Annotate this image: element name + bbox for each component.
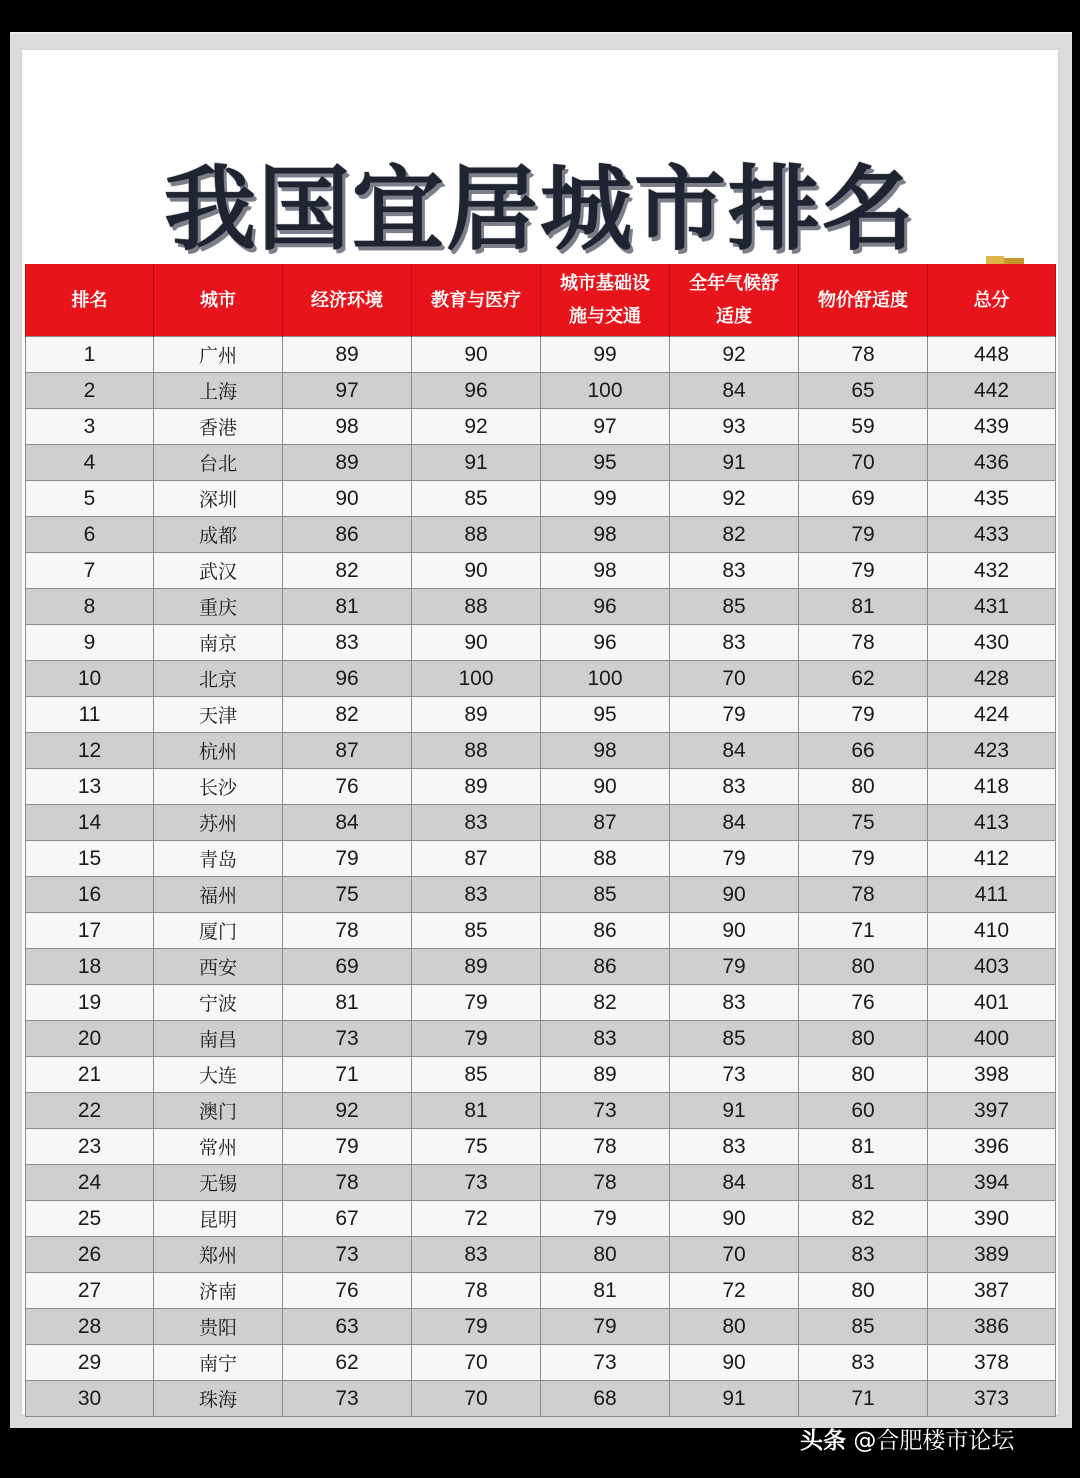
score-cell: 87 — [541, 805, 670, 841]
total-cell: 436 — [928, 445, 1056, 481]
score-cell: 82 — [283, 697, 412, 733]
watermark — [800, 1422, 1014, 1460]
score-cell: 65 — [799, 373, 928, 409]
score-cell: 76 — [283, 1273, 412, 1309]
score-cell: 100 — [541, 661, 670, 697]
score-cell: 71 — [799, 913, 928, 949]
table-row — [26, 589, 1056, 625]
table-row — [26, 517, 1056, 553]
score-cell: 89 — [412, 769, 541, 805]
score-cell: 79 — [799, 697, 928, 733]
score-cell: 90 — [412, 553, 541, 589]
total-cell: 432 — [928, 553, 1056, 589]
score-cell: 97 — [283, 373, 412, 409]
table-row — [26, 877, 1056, 913]
score-cell: 69 — [283, 949, 412, 985]
score-cell: 67 — [283, 1201, 412, 1237]
score-cell: 81 — [799, 1165, 928, 1201]
score-cell: 71 — [283, 1057, 412, 1093]
score-cell: 79 — [412, 1309, 541, 1345]
table-row — [26, 1273, 1056, 1309]
total-cell: 387 — [928, 1273, 1056, 1309]
total-cell: 394 — [928, 1165, 1056, 1201]
score-cell: 89 — [283, 337, 412, 373]
column-header — [412, 264, 541, 337]
score-cell: 84 — [670, 373, 799, 409]
score-cell: 79 — [670, 949, 799, 985]
score-cell: 68 — [541, 1381, 670, 1417]
rank-cell: 5 — [26, 481, 154, 517]
score-cell: 70 — [799, 445, 928, 481]
score-cell: 79 — [670, 697, 799, 733]
city-cell: 南宁 — [154, 1345, 283, 1381]
score-cell: 84 — [670, 805, 799, 841]
city-cell: 大连 — [154, 1057, 283, 1093]
city-cell: 珠海 — [154, 1381, 283, 1417]
score-cell: 92 — [283, 1093, 412, 1129]
score-cell: 85 — [412, 481, 541, 517]
score-cell: 80 — [799, 769, 928, 805]
score-cell: 79 — [412, 1021, 541, 1057]
rank-cell: 26 — [26, 1237, 154, 1273]
score-cell: 83 — [670, 553, 799, 589]
score-cell: 97 — [541, 409, 670, 445]
city-cell: 台北 — [154, 445, 283, 481]
score-cell: 91 — [412, 445, 541, 481]
total-cell: 430 — [928, 625, 1056, 661]
rank-cell: 9 — [26, 625, 154, 661]
city-cell: 福州 — [154, 877, 283, 913]
total-cell: 378 — [928, 1345, 1056, 1381]
city-cell: 郑州 — [154, 1237, 283, 1273]
city-cell: 南昌 — [154, 1021, 283, 1057]
score-cell: 89 — [412, 949, 541, 985]
rank-cell: 15 — [26, 841, 154, 877]
total-cell: 386 — [928, 1309, 1056, 1345]
score-cell: 98 — [541, 517, 670, 553]
score-cell: 75 — [412, 1129, 541, 1165]
score-cell: 90 — [283, 481, 412, 517]
score-cell: 83 — [799, 1237, 928, 1273]
table-row — [26, 1237, 1056, 1273]
rank-cell: 12 — [26, 733, 154, 769]
score-cell: 88 — [541, 841, 670, 877]
score-cell: 85 — [670, 589, 799, 625]
score-cell: 75 — [799, 805, 928, 841]
city-cell: 无锡 — [154, 1165, 283, 1201]
score-cell: 80 — [799, 949, 928, 985]
score-cell: 75 — [283, 877, 412, 913]
total-cell: 403 — [928, 949, 1056, 985]
table-row — [26, 1129, 1056, 1165]
table-row — [26, 985, 1056, 1021]
score-cell: 88 — [412, 589, 541, 625]
table-row — [26, 661, 1056, 697]
total-cell: 411 — [928, 877, 1056, 913]
score-cell: 79 — [541, 1309, 670, 1345]
total-cell: 439 — [928, 409, 1056, 445]
score-cell: 73 — [283, 1237, 412, 1273]
total-cell: 418 — [928, 769, 1056, 805]
city-cell: 常州 — [154, 1129, 283, 1165]
score-cell: 83 — [283, 625, 412, 661]
rank-cell: 23 — [26, 1129, 154, 1165]
rank-cell: 28 — [26, 1309, 154, 1345]
score-cell: 82 — [670, 517, 799, 553]
total-cell: 410 — [928, 913, 1056, 949]
score-cell: 73 — [412, 1165, 541, 1201]
column-header-line: 城市 — [200, 289, 236, 311]
column-header-line: 物价舒适度 — [818, 289, 908, 311]
table-header-row — [26, 264, 1056, 337]
rank-cell: 2 — [26, 373, 154, 409]
score-cell: 81 — [799, 1129, 928, 1165]
score-cell: 80 — [541, 1237, 670, 1273]
score-cell: 66 — [799, 733, 928, 769]
table-row — [26, 733, 1056, 769]
total-cell: 390 — [928, 1201, 1056, 1237]
city-cell: 长沙 — [154, 769, 283, 805]
score-cell: 78 — [283, 913, 412, 949]
table-row — [26, 1093, 1056, 1129]
score-cell: 90 — [670, 1201, 799, 1237]
score-cell: 91 — [670, 1381, 799, 1417]
score-cell: 98 — [283, 409, 412, 445]
score-cell: 100 — [412, 661, 541, 697]
score-cell: 96 — [541, 589, 670, 625]
total-cell: 435 — [928, 481, 1056, 517]
score-cell: 72 — [670, 1273, 799, 1309]
score-cell: 80 — [670, 1309, 799, 1345]
rank-cell: 6 — [26, 517, 154, 553]
score-cell: 79 — [799, 841, 928, 877]
city-cell: 厦门 — [154, 913, 283, 949]
city-cell: 武汉 — [154, 553, 283, 589]
score-cell: 83 — [670, 769, 799, 805]
score-cell: 79 — [283, 841, 412, 877]
score-cell: 60 — [799, 1093, 928, 1129]
score-cell: 95 — [541, 697, 670, 733]
column-header-line: 城市基础设 — [560, 273, 650, 294]
score-cell: 63 — [283, 1309, 412, 1345]
total-cell: 448 — [928, 337, 1056, 373]
table-row — [26, 949, 1056, 985]
score-cell: 85 — [799, 1309, 928, 1345]
table-row — [26, 1057, 1056, 1093]
score-cell: 83 — [412, 805, 541, 841]
score-cell: 100 — [541, 373, 670, 409]
ranking-table — [25, 264, 1056, 1417]
city-cell: 成都 — [154, 517, 283, 553]
score-cell: 88 — [412, 733, 541, 769]
score-cell: 83 — [670, 985, 799, 1021]
table-row — [26, 841, 1056, 877]
table-row — [26, 553, 1056, 589]
column-header-line: 经济环境 — [311, 289, 383, 311]
score-cell: 79 — [283, 1129, 412, 1165]
table-row — [26, 1021, 1056, 1057]
city-cell: 上海 — [154, 373, 283, 409]
watermark-account: @合肥楼市论坛 — [853, 1428, 1015, 1454]
total-cell: 401 — [928, 985, 1056, 1021]
column-header-line: 施与交通 — [569, 306, 641, 327]
score-cell: 73 — [541, 1093, 670, 1129]
table-row — [26, 445, 1056, 481]
score-cell: 78 — [541, 1165, 670, 1201]
rank-cell: 19 — [26, 985, 154, 1021]
score-cell: 99 — [541, 337, 670, 373]
rank-cell: 16 — [26, 877, 154, 913]
total-cell: 389 — [928, 1237, 1056, 1273]
table-row — [26, 1309, 1056, 1345]
score-cell: 83 — [670, 1129, 799, 1165]
rank-cell: 29 — [26, 1345, 154, 1381]
score-cell: 81 — [283, 985, 412, 1021]
column-header-line: 适度 — [716, 306, 752, 327]
score-cell: 78 — [283, 1165, 412, 1201]
total-cell: 431 — [928, 589, 1056, 625]
column-header — [283, 264, 412, 337]
table-body — [26, 337, 1056, 1417]
score-cell: 96 — [283, 661, 412, 697]
score-cell: 83 — [799, 1345, 928, 1381]
score-cell: 84 — [670, 1165, 799, 1201]
total-cell: 424 — [928, 697, 1056, 733]
score-cell: 92 — [670, 481, 799, 517]
column-header-line: 教育与医疗 — [431, 289, 521, 311]
rank-cell: 30 — [26, 1381, 154, 1417]
rank-cell: 13 — [26, 769, 154, 805]
city-cell: 济南 — [154, 1273, 283, 1309]
score-cell: 84 — [670, 733, 799, 769]
rank-cell: 18 — [26, 949, 154, 985]
city-cell: 深圳 — [154, 481, 283, 517]
score-cell: 85 — [412, 1057, 541, 1093]
column-header — [26, 264, 154, 337]
column-header — [799, 264, 928, 337]
score-cell: 95 — [541, 445, 670, 481]
score-cell: 89 — [412, 697, 541, 733]
score-cell: 78 — [541, 1129, 670, 1165]
score-cell: 80 — [799, 1273, 928, 1309]
rank-cell: 14 — [26, 805, 154, 841]
table-row — [26, 805, 1056, 841]
total-cell: 373 — [928, 1381, 1056, 1417]
total-cell: 433 — [928, 517, 1056, 553]
table-row — [26, 1201, 1056, 1237]
score-cell: 70 — [670, 661, 799, 697]
rank-cell: 3 — [26, 409, 154, 445]
total-cell: 413 — [928, 805, 1056, 841]
score-cell: 86 — [283, 517, 412, 553]
score-cell: 80 — [799, 1021, 928, 1057]
city-cell: 贵阳 — [154, 1309, 283, 1345]
city-cell: 广州 — [154, 337, 283, 373]
city-cell: 昆明 — [154, 1201, 283, 1237]
score-cell: 90 — [541, 769, 670, 805]
score-cell: 78 — [799, 337, 928, 373]
score-cell: 91 — [670, 445, 799, 481]
score-cell: 76 — [283, 769, 412, 805]
rank-cell: 24 — [26, 1165, 154, 1201]
column-header — [670, 264, 799, 337]
city-cell: 宁波 — [154, 985, 283, 1021]
score-cell: 81 — [412, 1093, 541, 1129]
rank-cell: 22 — [26, 1093, 154, 1129]
score-cell: 79 — [541, 1201, 670, 1237]
score-cell: 73 — [283, 1021, 412, 1057]
score-cell: 62 — [799, 661, 928, 697]
score-cell: 92 — [412, 409, 541, 445]
total-cell: 442 — [928, 373, 1056, 409]
score-cell: 69 — [799, 481, 928, 517]
score-cell: 71 — [799, 1381, 928, 1417]
score-cell: 89 — [541, 1057, 670, 1093]
total-cell: 396 — [928, 1129, 1056, 1165]
score-cell: 79 — [670, 841, 799, 877]
score-cell: 83 — [541, 1021, 670, 1057]
score-cell: 83 — [412, 1237, 541, 1273]
score-cell: 92 — [670, 337, 799, 373]
table-row — [26, 625, 1056, 661]
score-cell: 85 — [541, 877, 670, 913]
city-cell: 西安 — [154, 949, 283, 985]
score-cell: 62 — [283, 1345, 412, 1381]
score-cell: 72 — [412, 1201, 541, 1237]
city-cell: 天津 — [154, 697, 283, 733]
score-cell: 79 — [799, 553, 928, 589]
column-header-line: 总分 — [973, 289, 1010, 311]
table-row — [26, 481, 1056, 517]
score-cell: 88 — [412, 517, 541, 553]
score-cell: 90 — [670, 913, 799, 949]
score-cell: 79 — [412, 985, 541, 1021]
score-cell: 98 — [541, 553, 670, 589]
total-cell: 428 — [928, 661, 1056, 697]
column-header — [541, 264, 670, 337]
score-cell: 78 — [412, 1273, 541, 1309]
city-cell: 重庆 — [154, 589, 283, 625]
column-header — [928, 264, 1056, 337]
score-cell: 90 — [670, 877, 799, 913]
score-cell: 91 — [670, 1093, 799, 1129]
total-cell: 397 — [928, 1093, 1056, 1129]
table-row — [26, 409, 1056, 445]
score-cell: 82 — [541, 985, 670, 1021]
column-header-line: 全年气候舒 — [689, 273, 779, 294]
score-cell: 81 — [799, 589, 928, 625]
score-cell: 85 — [412, 913, 541, 949]
column-header-line: 排名 — [71, 289, 108, 311]
table-row — [26, 337, 1056, 373]
rank-cell: 8 — [26, 589, 154, 625]
score-cell: 84 — [283, 805, 412, 841]
rank-cell: 7 — [26, 553, 154, 589]
score-cell: 83 — [412, 877, 541, 913]
score-cell: 83 — [670, 625, 799, 661]
table-row — [26, 1345, 1056, 1381]
city-cell: 北京 — [154, 661, 283, 697]
score-cell: 96 — [541, 625, 670, 661]
score-cell: 70 — [412, 1345, 541, 1381]
total-cell: 398 — [928, 1057, 1056, 1093]
total-cell: 423 — [928, 733, 1056, 769]
score-cell: 73 — [541, 1345, 670, 1381]
table-row — [26, 373, 1056, 409]
score-cell: 93 — [670, 409, 799, 445]
score-cell: 86 — [541, 913, 670, 949]
rank-cell: 21 — [26, 1057, 154, 1093]
score-cell: 73 — [283, 1381, 412, 1417]
score-cell: 82 — [283, 553, 412, 589]
score-cell: 73 — [670, 1057, 799, 1093]
score-cell: 81 — [283, 589, 412, 625]
total-cell: 400 — [928, 1021, 1056, 1057]
score-cell: 87 — [283, 733, 412, 769]
score-cell: 80 — [799, 1057, 928, 1093]
score-cell: 87 — [412, 841, 541, 877]
table-row — [26, 913, 1056, 949]
total-cell: 412 — [928, 841, 1056, 877]
rank-cell: 25 — [26, 1201, 154, 1237]
rank-cell: 17 — [26, 913, 154, 949]
table-row — [26, 1165, 1056, 1201]
score-cell: 99 — [541, 481, 670, 517]
city-cell: 杭州 — [154, 733, 283, 769]
score-cell: 70 — [670, 1237, 799, 1273]
city-cell: 香港 — [154, 409, 283, 445]
rank-cell: 10 — [26, 661, 154, 697]
score-cell: 89 — [283, 445, 412, 481]
score-cell: 82 — [799, 1201, 928, 1237]
score-cell: 85 — [670, 1021, 799, 1057]
rank-cell: 20 — [26, 1021, 154, 1057]
score-cell: 79 — [799, 517, 928, 553]
city-cell: 南京 — [154, 625, 283, 661]
column-header — [154, 264, 283, 337]
city-cell: 澳门 — [154, 1093, 283, 1129]
score-cell: 70 — [412, 1381, 541, 1417]
score-cell: 81 — [541, 1273, 670, 1309]
page-title: 我国宜居城市排名 — [163, 156, 916, 263]
table-row — [26, 769, 1056, 805]
city-cell: 苏州 — [154, 805, 283, 841]
score-cell: 90 — [412, 625, 541, 661]
score-cell: 96 — [412, 373, 541, 409]
score-cell: 90 — [412, 337, 541, 373]
score-cell: 59 — [799, 409, 928, 445]
score-cell: 78 — [799, 877, 928, 913]
watermark-brand: 头条 — [800, 1428, 846, 1454]
score-cell: 98 — [541, 733, 670, 769]
score-cell: 76 — [799, 985, 928, 1021]
score-cell: 78 — [799, 625, 928, 661]
city-cell: 青岛 — [154, 841, 283, 877]
rank-cell: 11 — [26, 697, 154, 733]
score-cell: 90 — [670, 1345, 799, 1381]
rank-cell: 27 — [26, 1273, 154, 1309]
table-row — [26, 697, 1056, 733]
score-cell: 86 — [541, 949, 670, 985]
rank-cell: 4 — [26, 445, 154, 481]
table-row — [26, 1381, 1056, 1417]
rank-cell: 1 — [26, 337, 154, 373]
